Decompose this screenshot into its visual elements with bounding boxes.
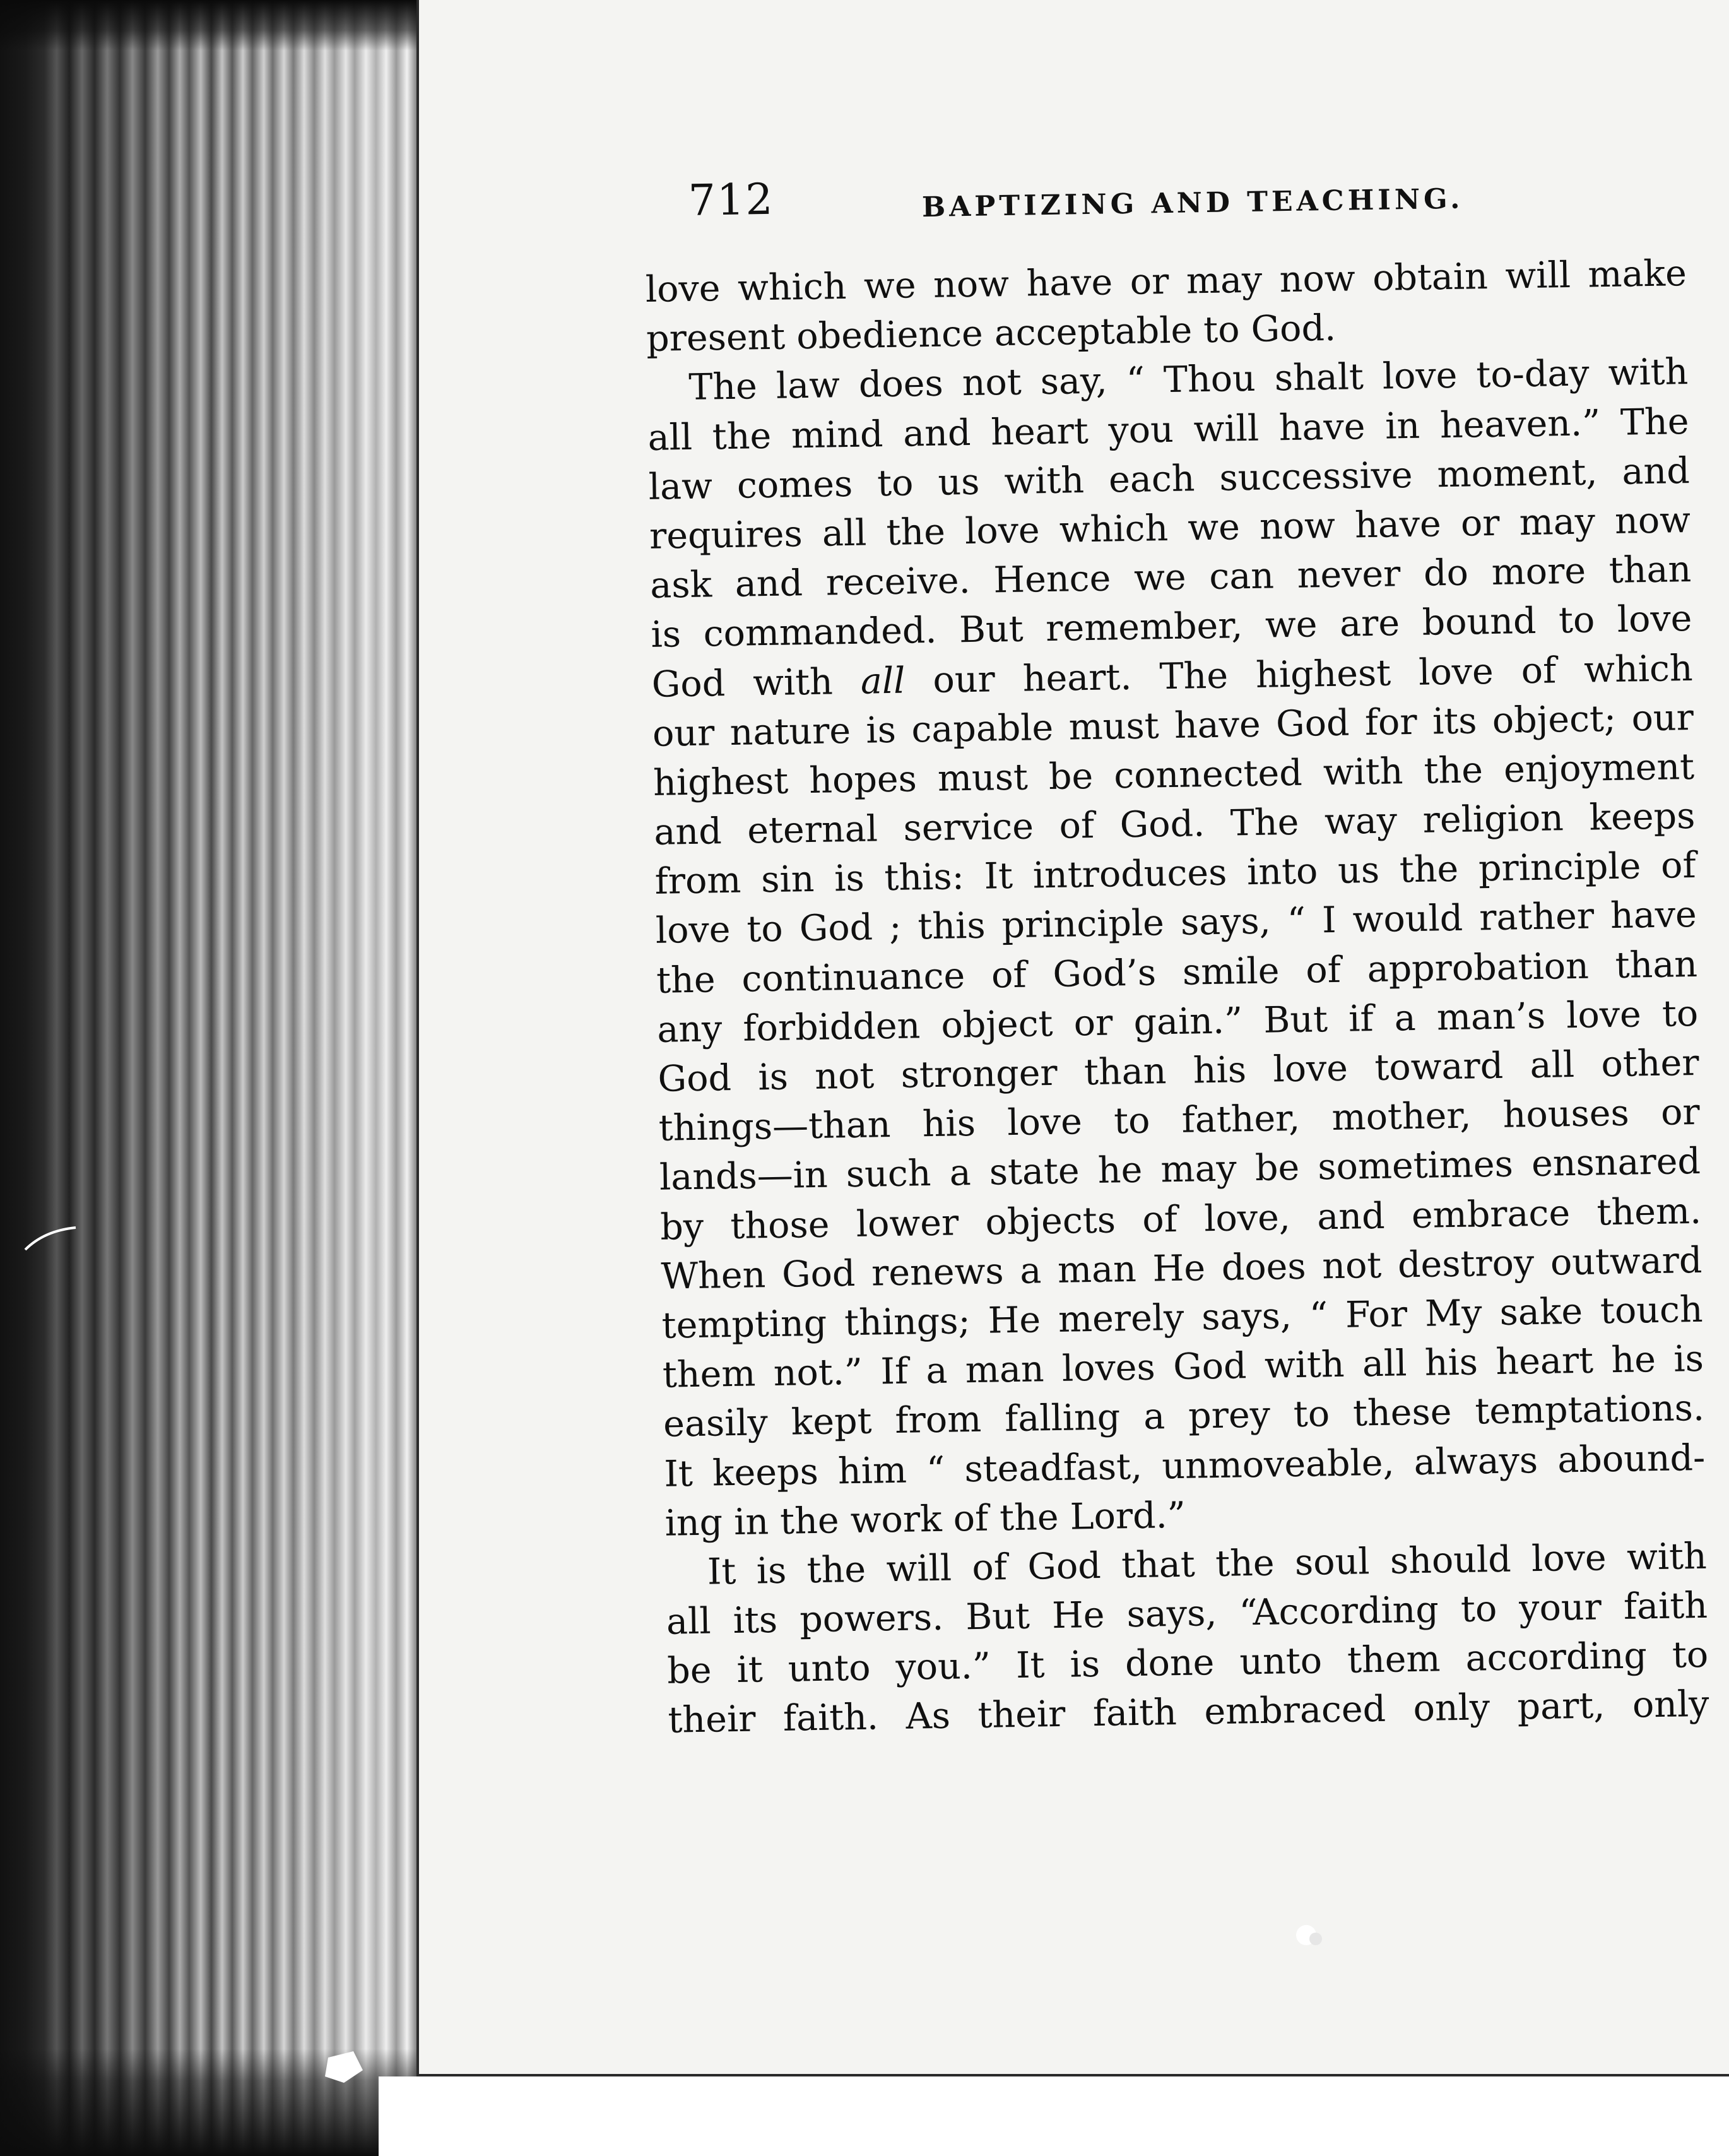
text-line: It keeps him “ steadfast, unmoveable, always abound-	[663, 1436, 1706, 1495]
text-line: all the mind and heart you will have in heaven.” The	[647, 400, 1689, 459]
scan-artifact-curl	[25, 1228, 76, 1250]
text-line: ing in the work of the Lord.”	[664, 1494, 1186, 1544]
text-line: highest hopes must be connected with the enjoyment	[652, 745, 1695, 804]
text-line: ask and receive. Hence we can never do more than	[649, 548, 1692, 607]
text-line: and eternal service of God. The way religion keeps	[653, 795, 1696, 853]
text-line: law comes to us with each successive moment, and	[648, 449, 1691, 508]
scan-artifact-speck	[1309, 1933, 1322, 1945]
running-head: BAPTIZING AND TEACHING.	[921, 182, 1464, 224]
text-line: things—than his love to father, mother, houses or	[658, 1091, 1701, 1149]
text-line: requires all the love which we now have or may now	[649, 499, 1691, 557]
text-line: is commanded. But remember, we are bound to love	[651, 598, 1692, 656]
text-line: from sin is this: It introduces into us the principle of	[654, 844, 1697, 903]
text-line: present obedience acceptable to God.	[646, 307, 1337, 360]
text-line: God is not stronger than his love toward all other	[658, 1041, 1699, 1100]
text-line: all its powers. But He says, “According to your faith	[666, 1584, 1708, 1643]
text-line: any forbidden object or gain.” But if a man’s love to	[656, 992, 1699, 1051]
text-line: The law does not say, “ Thou shalt love to-day with	[688, 351, 1689, 409]
text-line: lands—in such a state he may be sometimes ensnared	[659, 1140, 1701, 1199]
text-line: tempting things; He merely says, “ For My sake touch	[661, 1288, 1704, 1347]
scan-artifact-corner-notch	[325, 2051, 363, 2083]
text-line: our nature is capable must have God for its object; our	[652, 696, 1694, 755]
text-line: love which we now have or may now obtain will make	[645, 252, 1687, 311]
text-line: It is the will of God that the soul should love with	[707, 1535, 1708, 1593]
text-line: easily kept from falling a prey to these temptations.	[663, 1387, 1705, 1446]
text-run: God with	[651, 660, 861, 706]
text-line: by those lower objects of love, and embrace them.	[659, 1190, 1702, 1248]
text-line: love to God ; this principle says, “ I would rather have	[655, 894, 1697, 952]
text-run: our heart. The highest love of which	[904, 647, 1694, 702]
text-line: them not.” If a man loves God with all his heart he is	[662, 1337, 1704, 1396]
italic-emphasis: all	[860, 660, 906, 702]
text-line: their faith. As their faith embraced only part, only	[668, 1683, 1709, 1742]
text-line: be it unto you.” It is done unto them according to	[666, 1634, 1709, 1692]
text-line: When God renews a man He does not destroy outward	[661, 1239, 1702, 1298]
text-line: the continuance of God’s smile of approbation than	[656, 943, 1698, 1002]
page-number: 712	[688, 174, 775, 226]
